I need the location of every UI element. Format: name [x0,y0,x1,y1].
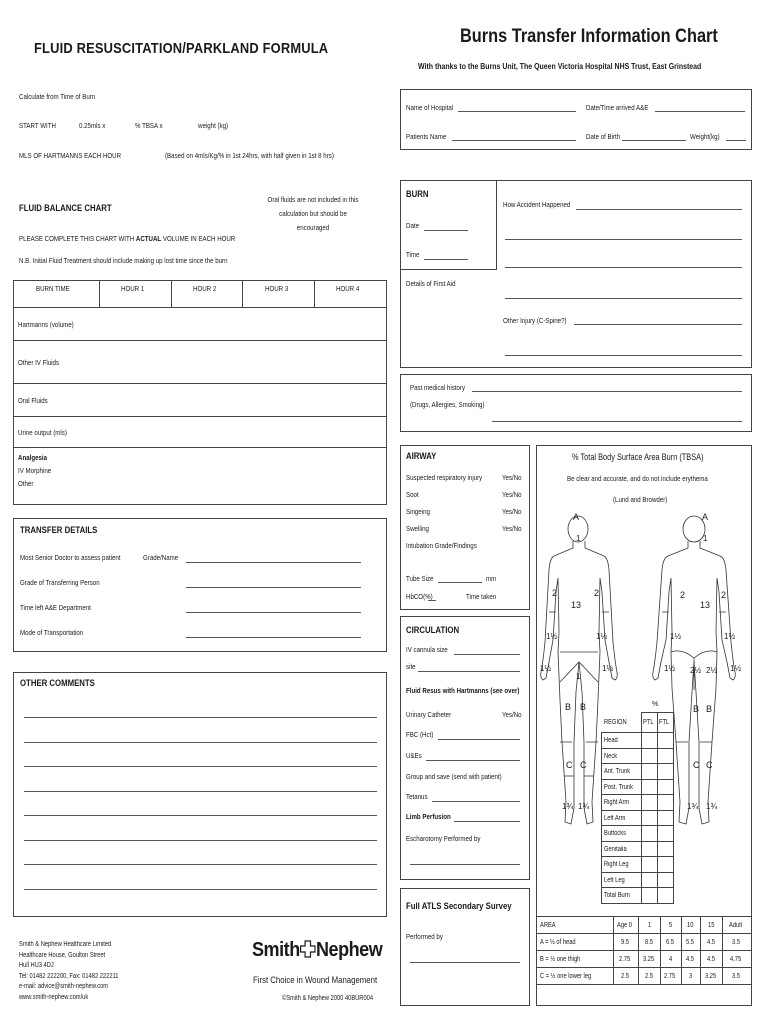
age-header-text: 5 [668,922,672,929]
analgesia-label: Analgesia [18,453,48,462]
calc-from-label: Calculate from Time of Burn [19,92,96,101]
region-name: Buttocks [604,830,627,837]
urinary-catheter-value[interactable]: Yes/No [502,710,522,719]
region-input-cell[interactable] [642,748,658,764]
tbsa-title: % Total Body Surface Area Burn (TBSA) [572,452,704,462]
region-row [602,764,674,780]
age-cell-text: 2.75 [663,973,676,980]
plus-logo-icon [300,940,316,958]
date-arrived-field[interactable] [655,111,745,112]
past-history-field[interactable] [472,391,742,392]
address-line: Smith & Nephew Healthcare Limited [19,941,112,948]
region-input-cell[interactable] [642,888,658,904]
region-input-cell[interactable] [658,826,673,842]
region-input-cell[interactable] [658,810,673,826]
region-row [602,857,674,873]
other-injury-label: Other Injury (C-Spine?) [503,316,567,325]
region-name: Total Burn [604,892,630,899]
label-foot-back-left: 1¾ [687,802,699,811]
label-1-hand-right: 1½ [602,664,614,673]
label-2-back-left: 2 [680,590,686,600]
nb-note: N.B. Initial Fluid Treatment should include making up lost time since the burn [19,256,228,265]
region-cell [602,888,642,904]
first-aid-label: Details of First Aid [406,279,456,288]
how-accident-label: How Accident Happened [503,200,571,209]
weight-kg-field[interactable] [726,140,746,141]
label-c-front-left: C [566,760,573,770]
label-1half-back-left: 1½ [670,632,682,641]
tetanus-field[interactable] [432,801,520,802]
region-input-cell[interactable] [658,733,673,749]
circulation-title: CIRCULATION [406,625,460,636]
burns-subtitle: With thanks to the Burns Unit, The Queen Victoria Hospital NHS Trust, East Grinstead [418,61,702,71]
atls-title: Full ATLS Secondary Survey [406,901,512,912]
fbc-row-analgesia[interactable] [14,448,387,505]
airway-item-label: Swelling [406,524,429,533]
region-cell [602,779,642,795]
region-cell [602,733,642,749]
age-cell-text: 2.5 [644,973,653,980]
time-left-label: Time left A&E Department [20,603,91,612]
age-cell [701,934,723,951]
region-cell [602,841,642,857]
performed-by-field[interactable] [410,962,520,963]
fbc-row-urine[interactable]: Urine output (mls) [14,417,387,448]
smith-nephew-logo [252,938,382,962]
label-hand-back-left: 1½ [664,664,676,673]
dob-label: Date of Birth [586,132,621,141]
other-label: Other [18,479,34,488]
label-1half-front-right: 1½ [596,632,608,641]
age-cell [722,951,751,968]
label-foot-back-right: 1¾ [706,802,718,811]
burn-date-label: Date [406,221,419,230]
iv-cannula-label: IV cannula size [406,645,448,654]
logo-nephew: Nephew [315,939,383,961]
age-header-text: Age 0 [616,922,632,929]
region-cell [602,810,642,826]
burn-date-field[interactable] [424,230,468,231]
please-complete-part1: PLEASE COMPLETE THIS CHART WITH [19,234,136,243]
region-header: PTL [642,713,658,733]
grade-name-field[interactable] [186,562,361,563]
fbc-header: HOUR 2 [171,281,243,308]
region-row [602,826,674,842]
start-with-label: START WITH [19,121,56,130]
region-input-cell[interactable] [658,779,673,795]
region-cell [602,795,642,811]
airway-item-value[interactable]: Yes/No [502,507,522,516]
hbco-label: HbCO(%) [406,592,433,601]
age-cell-text: 3.25 [704,973,716,980]
age-cell-text: B = ½ one thigh [540,956,581,963]
comment-line[interactable] [24,864,377,865]
fbc-header: HOUR 3 [243,281,315,308]
patients-name-label: Patients Name [406,132,447,141]
age-header [722,917,751,934]
age-table [536,916,752,985]
region-name: Ant. Trunk [604,768,631,775]
label-13-back: 13 [700,600,711,610]
age-header-text: 10 [686,922,694,929]
iv-morphine-label: IV Morphine [18,466,52,475]
label-c-front-right: C [580,760,587,770]
region-name: Head [604,737,618,744]
address-line: Tel: 01482 222200, Fax: 01482 222211 [19,972,119,980]
airway-title: AIRWAY [406,451,437,462]
intubation-label: Intubation Grade/Findings [406,541,477,550]
tbsa-label: % TBSA x [135,121,163,130]
label-b-front-left: B [565,702,572,712]
age-cell [537,934,614,951]
age-cell-text: 8.5 [644,939,653,946]
age-cell [639,951,661,968]
accident-line-2[interactable] [505,239,742,240]
region-input-cell[interactable] [658,764,673,780]
age-cell [537,968,614,985]
region-cell [602,764,642,780]
age-cell-text: 2.75 [619,956,631,963]
weight-kg-label: Weight(kg) [690,132,720,141]
age-cell-text: 3.25 [642,956,654,963]
grade-transferring-label: Grade of Transferring Person [20,578,100,587]
airway-item-value[interactable]: Yes/No [502,473,522,482]
grade-name-label: Grade/Name [143,553,179,562]
region-name: Left Arm [604,814,626,822]
age-cell [660,951,681,968]
label-foot-front-left: 1¾ [562,802,574,811]
comment-line[interactable] [24,840,377,841]
mm-label: mm [486,574,497,583]
urinary-catheter-label: Urinary Catheter [406,710,452,719]
drugs-field[interactable] [492,421,742,422]
rate-label: 0.25mls x [79,121,106,130]
please-complete-part3: VOLUME IN EACH HOUR [161,234,236,243]
limb-perfusion-field[interactable] [454,821,520,822]
transfer-title: TRANSFER DETAILS [20,525,98,536]
burn-time-label: Time [406,250,420,259]
age-cell [660,968,681,985]
fbc-header: HOUR 1 [99,281,171,308]
label-2-front-left: 2 [552,588,558,598]
region-cell [602,826,642,842]
region-input-cell[interactable] [658,841,673,857]
age-cell [613,951,638,968]
how-accident-field[interactable] [576,209,742,210]
parkland-title: FLUID RESUSCITATION/PARKLAND FORMULA [34,40,329,57]
tube-size-field[interactable] [438,582,482,583]
burns-title: Burns Transfer Information Chart [460,26,718,47]
hbco-field[interactable] [428,600,436,601]
site-field[interactable] [418,671,520,672]
region-header: FTL [658,713,673,733]
region-input-cell[interactable] [642,764,658,780]
region-name: Neck [604,752,618,760]
region-input-cell[interactable] [642,779,658,795]
age-cell [537,951,614,968]
region-row [602,748,674,764]
age-cell-text: 3.5 [732,939,741,946]
grade-transferring-field[interactable] [186,587,361,588]
label-2half-back-right: 2½ [706,666,718,675]
age-cell [639,968,661,985]
mls-hartmanns-label: MLS OF HARTMANNS EACH HOUR [19,151,122,160]
age-cell-text: 4.75 [730,956,742,963]
age-header [537,917,614,934]
fbc-header: BURN TIME [14,281,100,308]
airway-item-label: Suspected respiratory injury [406,473,483,482]
address-line: Healthcare House, Goulton Street [19,951,106,959]
region-cell [602,857,642,873]
tbsa-note: Be clear and accurate, and do not include erythema [567,474,708,483]
address-line: Hull HU3 4DJ [19,962,54,969]
age-cell-text: 4 [668,956,672,963]
age-cell-text: 4.5 [685,956,694,963]
burn-time-field[interactable] [424,259,468,260]
label-foot-front-right: 1¾ [578,802,590,811]
drugs-label: (Drugs, Allergies, Smoking) [410,400,485,409]
dob-field[interactable] [622,140,686,141]
label-2-front-right: 2 [594,588,600,598]
label-b-front-right: B [580,702,587,712]
region-name: Right Arm [604,799,630,806]
mode-transport-field[interactable] [186,637,361,638]
other-injury-field[interactable] [574,324,742,325]
age-cell [681,934,701,951]
oral-note: Oral fluids are not included in this calculation but should be encouraged [267,195,359,232]
region-header: REGION [602,713,642,733]
fbc-hct-label: FBC (Hct) [406,730,434,739]
age-cell-text: 9.5 [621,939,630,946]
fbc-row-other-iv[interactable]: Other IV Fluids [14,341,387,384]
region-name: Right Leg [604,861,629,868]
age-cell [613,968,638,985]
weight-label: weight (kg) [198,121,229,130]
comment-line[interactable] [24,815,377,816]
age-cell [701,951,723,968]
name-hospital-label: Name of Hospital [406,103,454,112]
fbc-title: FLUID BALANCE CHART [19,203,112,214]
label-1-hand-left: 1½ [540,664,552,673]
tube-size-label: Tube Size [406,574,434,583]
region-name: Genitalia [604,845,627,853]
age-cell-text: 6.5 [665,939,674,946]
label-c-back-left: C [693,760,700,770]
ues-field[interactable] [426,760,520,761]
age-cell-text: 3 [688,973,693,980]
age-cell [701,968,723,985]
age-row [537,951,752,968]
label-2-back-right: 2 [721,590,727,600]
age-header-text: 1 [647,922,651,929]
age-header-text: 15 [707,922,715,929]
comment-line[interactable] [24,889,377,890]
region-input-cell[interactable] [642,857,658,873]
first-aid-field[interactable] [505,298,742,299]
comment-line[interactable] [24,766,377,767]
patients-name-field[interactable] [452,140,576,141]
accident-line-3[interactable] [505,267,742,268]
region-row [602,779,674,795]
escharotomy-label: Escharotomy Performed by [406,834,481,843]
based-on-note: (Based on 4mls/Kg/% in 1st 24hrs, with half given in 1st 8 hrs) [165,151,334,160]
age-cell [681,951,701,968]
label-a-back: A [702,512,709,522]
age-cell [681,968,701,985]
region-table [601,712,674,904]
age-row [537,968,752,985]
copyright: ©Smith & Nephew 2000 40BUR004 [282,995,374,1002]
label-b-back-left: B [693,704,700,714]
date-arrived-label: Date/Time arrived A&E [586,103,649,112]
age-cell [660,934,681,951]
label-c-back-right: C [706,760,713,770]
label-1-front: 1 [576,534,581,543]
region-cell [602,872,642,888]
age-cell [722,934,751,951]
region-input-cell[interactable] [658,748,673,764]
region-row [602,888,674,904]
other-comments-title: OTHER COMMENTS [20,678,95,689]
region-input-cell[interactable] [642,872,658,888]
limb-perfusion-label: Limb Perfusion [406,812,451,821]
time-taken-label: Time taken [466,592,497,601]
comment-line[interactable] [24,791,377,792]
age-cell-text: 5.5 [685,939,694,946]
region-cell [602,748,642,764]
age-header-text: AREA [540,922,556,929]
age-header [681,917,701,934]
region-input-cell[interactable] [642,795,658,811]
label-2half-back-left: 2½ [690,666,702,675]
age-cell [639,934,661,951]
region-input-cell[interactable] [642,810,658,826]
region-input-cell[interactable] [642,841,658,857]
age-cell-text: 4.5 [706,956,715,963]
fbc-header: HOUR 4 [315,281,387,308]
performed-by-label: Performed by [406,932,443,941]
other-injury-line-2[interactable] [505,355,742,356]
region-input-cell[interactable] [658,857,673,873]
site-label: site [406,662,416,671]
region-input-cell[interactable] [658,795,673,811]
age-row [537,934,752,951]
fluid-resus-label: Fluid Resus with Hartmanns (see over) [406,686,520,695]
region-name: Left Leg [604,876,625,884]
region-row [602,810,674,826]
airway-item-value[interactable]: Yes/No [502,490,522,499]
address-block [19,940,118,1003]
region-input-cell[interactable] [658,888,673,904]
fbc-row-hartmanns[interactable]: Hartmanns (volume) [14,308,387,341]
airway-item-label: Singeing [406,507,430,516]
airway-item-value[interactable]: Yes/No [502,524,522,533]
label-a-front: A [573,512,580,522]
comment-line[interactable] [24,742,377,743]
age-header [613,917,638,934]
age-cell [613,934,638,951]
group-save-label: Group and save (send with patient) [406,772,502,781]
region-row [602,872,674,888]
ues-label: U&Es [406,751,422,760]
region-input-cell[interactable] [658,872,673,888]
label-b-back-right: B [706,704,713,714]
age-cell-text: C = ½ one lower leg [540,973,592,980]
age-header [639,917,661,934]
name-hospital-field[interactable] [458,111,576,112]
fluid-balance-table [13,280,387,505]
please-complete-note [19,234,235,243]
region-name: Post. Trunk [604,783,634,791]
label-1half-back-right: 1½ [724,632,736,641]
region-row [602,841,674,857]
iv-cannula-field[interactable] [454,654,520,655]
region-row [602,795,674,811]
escharotomy-field[interactable] [410,864,520,865]
age-cell-text: 2.5 [621,973,630,980]
age-cell-text: 4.5 [706,939,715,946]
mode-transport-label: Mode of Transportation [20,628,84,637]
other-comments-box [13,672,387,917]
age-cell [722,968,751,985]
fbc-row-oral[interactable]: Oral Fluids [14,384,387,417]
age-header [701,917,723,934]
most-senior-label: Most Senior Doctor to assess patient [20,553,121,562]
burn-title: BURN [406,189,429,200]
region-row [602,733,674,749]
region-input-cell[interactable] [642,826,658,842]
label-13-front: 13 [571,600,582,610]
tetanus-label: Tetanus [406,792,428,801]
tagline: First Choice in Wound Management [253,975,378,986]
please-complete-actual: ACTUAL [135,234,162,243]
age-cell-text: 3.5 [732,973,741,980]
label-hand-back-right: 1½ [730,664,742,673]
age-header-text: Adult [728,922,743,929]
age-header [660,917,681,934]
label-1half-front-left: 1½ [546,632,558,641]
age-cell-text: A = ½ of head [540,939,576,946]
lund-browder-label: (Lund and Browder) [613,495,668,504]
address-line: e-mail: advice@smith-nephew.com [19,983,109,990]
region-input-cell[interactable] [642,733,658,749]
fbc-hct-field[interactable] [438,739,520,740]
airway-item-label: Soot [406,490,419,499]
address-line: www.smith-nephew.com/uk [19,993,89,1001]
label-1-genital: 1 [576,672,581,681]
logo-smith: Smith [252,939,300,961]
region-pct-label: % [652,701,659,708]
time-left-field[interactable] [186,612,361,613]
comment-line[interactable] [24,717,377,718]
label-1-back: 1 [703,534,708,543]
past-history-label: Past medical history [410,383,466,392]
